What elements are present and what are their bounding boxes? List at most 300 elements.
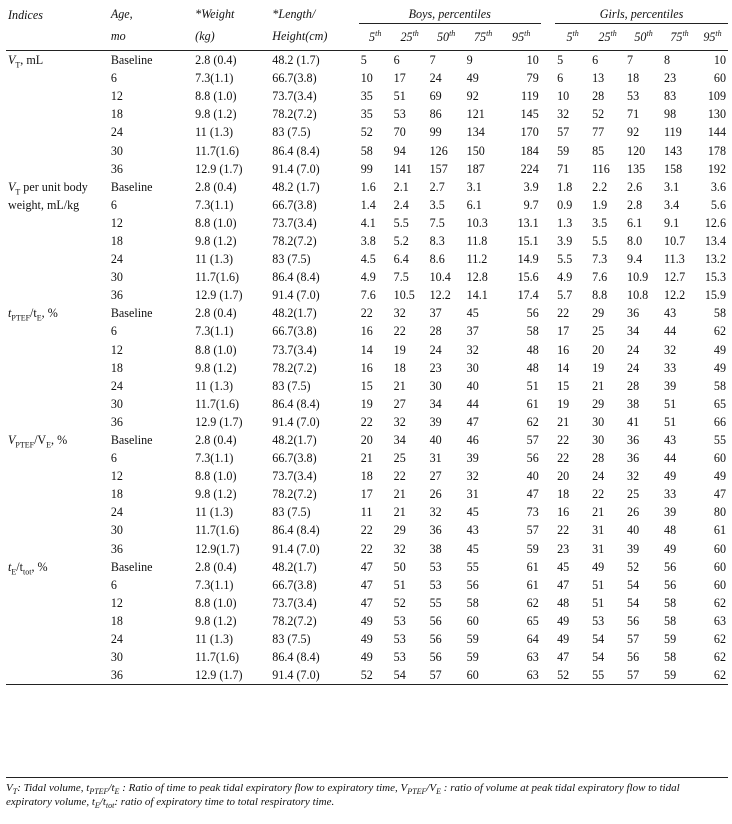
girls-value-cell: 3.6 — [710, 179, 726, 194]
boys-value-cell: 10.4 — [429, 270, 451, 285]
age-cell: Baseline — [110, 559, 153, 574]
boys-value-cell: 56 — [526, 306, 539, 321]
table-row — [6, 576, 728, 594]
length-cell: 83 (7.5) — [272, 125, 311, 140]
gap-cell — [541, 141, 555, 159]
pct-number: 75 — [670, 29, 683, 44]
age-cell: 36 — [110, 161, 123, 176]
table-row — [6, 395, 728, 413]
boys-value-cell: 64 — [526, 632, 539, 647]
girls-value-cell: 33 — [664, 487, 677, 502]
girls-value-cell: 8.8 — [592, 288, 608, 303]
girls-value-cell: 15 — [557, 378, 570, 393]
length-cell: 48.2(1.7) — [272, 433, 317, 448]
boys-value-cell: 38 — [429, 541, 442, 556]
girls-value-cell: 59 — [664, 632, 677, 647]
boys-value-cell: 40 — [429, 433, 442, 448]
length-cell: 66.7(3.8) — [272, 71, 317, 86]
boys-value-cell: 157 — [429, 161, 448, 176]
girls-value-cell: 13.2 — [704, 252, 726, 267]
boys-value-cell: 10 — [360, 71, 373, 86]
boys-value-cell: 27 — [429, 469, 442, 484]
gap-cell — [541, 214, 555, 232]
boys-value-cell: 57 — [526, 433, 539, 448]
length-cell: 73.7(3.4) — [272, 89, 317, 104]
girls-value-cell: 17 — [557, 324, 570, 339]
girls-value-cell: 2.2 — [592, 179, 608, 194]
girls-value-cell: 109 — [707, 89, 726, 104]
girls-pct-header — [662, 24, 697, 51]
girls-value-cell: 6.1 — [627, 215, 643, 230]
girls-value-cell: 15.3 — [704, 270, 726, 285]
boys-value-cell: 53 — [429, 559, 442, 574]
girls-value-cell: 23 — [557, 541, 570, 556]
header-girls-group: Girls, percentiles — [555, 4, 728, 24]
indices-cell — [6, 431, 109, 449]
length-cell: 91.4 (7.0) — [272, 541, 320, 556]
table-row — [6, 214, 728, 232]
boys-pct-header — [428, 24, 465, 51]
gap-cell — [541, 377, 555, 395]
boys-value-cell: 2.1 — [393, 179, 409, 194]
indices-cell — [6, 612, 109, 630]
girls-value-cell: 51 — [664, 414, 677, 429]
girls-value-cell: 3.4 — [664, 197, 680, 212]
boys-value-cell: 119 — [521, 89, 539, 104]
girls-value-cell: 62 — [713, 595, 726, 610]
gap-cell — [541, 178, 555, 196]
girls-value-cell: 18 — [557, 487, 570, 502]
age-cell: 24 — [110, 505, 123, 520]
girls-value-cell: 31 — [592, 523, 605, 538]
girls-value-cell: 2.6 — [627, 179, 643, 194]
girls-value-cell: 11.3 — [664, 252, 685, 267]
boys-value-cell: 17.4 — [517, 288, 539, 303]
girls-value-cell: 5.5 — [557, 252, 573, 267]
pct-suffix: th — [412, 28, 419, 38]
boys-value-cell: 23 — [429, 360, 442, 375]
girls-value-cell: 135 — [627, 161, 646, 176]
indices-cell — [6, 377, 109, 395]
girls-value-cell: 58 — [664, 613, 677, 628]
age-cell: 18 — [110, 107, 123, 122]
boys-value-cell: 9.7 — [523, 197, 539, 212]
gap-cell — [541, 467, 555, 485]
girls-value-cell: 10.7 — [664, 233, 686, 248]
length-cell: 73.7(3.4) — [272, 342, 317, 357]
boys-value-cell: 30 — [429, 378, 442, 393]
index-label-part: PTEF — [15, 440, 35, 450]
age-cell: 30 — [110, 523, 123, 538]
boys-value-cell: 141 — [393, 161, 412, 176]
gap-cell — [541, 630, 555, 648]
boys-value-cell: 59 — [526, 541, 539, 556]
weight-cell: 11.7(1.6) — [195, 396, 240, 411]
boys-value-cell: 150 — [466, 143, 485, 158]
boys-value-cell: 3.5 — [429, 197, 445, 212]
weight-cell: 9.8 (1.2) — [195, 613, 237, 628]
age-cell: 12 — [110, 89, 123, 104]
boys-value-cell: 86 — [429, 107, 442, 122]
boys-value-cell: 54 — [393, 668, 406, 683]
gap-cell — [541, 540, 555, 558]
age-cell: 24 — [110, 378, 123, 393]
header-age-line2: mo — [110, 29, 126, 44]
weight-cell: 11.7(1.6) — [195, 650, 240, 665]
header-age — [109, 4, 193, 24]
table-row — [6, 196, 728, 214]
boys-value-cell: 22 — [393, 324, 406, 339]
age-cell: 30 — [110, 143, 123, 158]
girls-value-cell: 30 — [592, 433, 605, 448]
boys-value-cell: 58 — [466, 595, 479, 610]
indices-cell — [6, 178, 109, 196]
index-label-part: per unit body — [20, 179, 88, 194]
girls-value-cell: 44 — [664, 324, 677, 339]
boys-value-cell: 44 — [466, 396, 479, 411]
length-cell: 78.2(7.2) — [272, 487, 317, 502]
boys-value-cell: 22 — [360, 306, 373, 321]
weight-cell: 7.3(1.1) — [195, 577, 234, 592]
weight-cell: 7.3(1.1) — [195, 71, 234, 86]
boys-value-cell: 51 — [393, 577, 406, 592]
boys-value-cell: 63 — [526, 650, 539, 665]
girls-value-cell: 8.0 — [627, 233, 643, 248]
boys-value-cell: 2.4 — [393, 197, 409, 212]
girls-value-cell: 19 — [592, 360, 605, 375]
header-weight-line1: *Weight — [195, 7, 235, 21]
boys-value-cell: 48 — [526, 342, 539, 357]
boys-value-cell: 7.5 — [393, 270, 409, 285]
age-cell: 6 — [110, 451, 117, 466]
table-row — [6, 160, 728, 178]
age-cell: Baseline — [110, 433, 153, 448]
length-cell: 66.7(3.8) — [272, 324, 317, 339]
indices-cell — [6, 521, 109, 539]
girls-value-cell: 26 — [627, 505, 640, 520]
boys-pct-header — [359, 24, 392, 51]
girls-value-cell: 5.7 — [557, 288, 573, 303]
boys-value-cell: 45 — [466, 306, 479, 321]
girls-value-cell: 58 — [664, 595, 677, 610]
age-cell: 12 — [110, 469, 123, 484]
header-age-line1: Age, — [110, 7, 133, 21]
age-cell: 18 — [110, 487, 123, 502]
indices-cell — [6, 123, 109, 141]
indices-cell — [6, 540, 109, 558]
boys-value-cell: 187 — [466, 161, 485, 176]
weight-cell: 8.8 (1.0) — [195, 342, 237, 357]
boys-value-cell: 21 — [393, 505, 406, 520]
boys-value-cell: 6 — [393, 53, 400, 68]
length-cell: 91.4 (7.0) — [272, 414, 320, 429]
index-label-part: , mL — [20, 53, 44, 68]
boys-value-cell: 94 — [393, 143, 406, 158]
indices-cell — [6, 69, 109, 87]
fn-tptef-sub: PTEF — [89, 787, 109, 797]
girls-value-cell: 22 — [557, 306, 570, 321]
weight-cell: 11 (1.3) — [195, 505, 234, 520]
gap-cell — [541, 304, 555, 322]
girls-value-cell: 49 — [664, 541, 677, 556]
index-label-part: E — [11, 567, 17, 577]
girls-value-cell: 144 — [707, 125, 726, 140]
table-row — [6, 485, 728, 503]
girls-value-cell: 5 — [557, 53, 564, 68]
table-row — [6, 467, 728, 485]
index-label-part: /t — [16, 559, 23, 574]
pct-number: 50 — [634, 29, 647, 44]
gap-cell — [541, 286, 555, 304]
index-label-part: PTEF — [11, 313, 31, 323]
boys-value-cell: 52 — [360, 668, 373, 683]
boys-value-cell: 121 — [466, 107, 485, 122]
weight-cell: 11.7(1.6) — [195, 523, 240, 538]
girls-pct-header — [625, 24, 662, 51]
girls-value-cell: 5.5 — [592, 233, 608, 248]
age-cell: 12 — [110, 595, 123, 610]
boys-value-cell: 99 — [429, 125, 442, 140]
gap-cell — [541, 485, 555, 503]
age-cell: 12 — [110, 215, 123, 230]
boys-value-cell: 21 — [393, 487, 406, 502]
length-cell: 66.7(3.8) — [272, 577, 317, 592]
girls-value-cell: 22 — [592, 487, 605, 502]
weight-cell: 8.8 (1.0) — [195, 469, 237, 484]
indices-cell — [6, 576, 109, 594]
boys-value-cell: 4.9 — [360, 270, 376, 285]
gap-cell — [541, 395, 555, 413]
age-cell: 6 — [110, 197, 117, 212]
boys-value-cell: 53 — [393, 650, 406, 665]
boys-value-cell: 27 — [393, 396, 406, 411]
girls-value-cell: 65 — [713, 396, 726, 411]
length-cell: 83 (7.5) — [272, 252, 311, 267]
girls-value-cell: 39 — [627, 541, 640, 556]
girls-value-cell: 22 — [557, 451, 570, 466]
header-length-line1: *Length/ — [272, 7, 316, 21]
indices-cell — [6, 286, 109, 304]
length-cell: 83 (7.5) — [272, 632, 311, 647]
boys-value-cell: 40 — [466, 378, 479, 393]
boys-value-cell: 51 — [526, 378, 539, 393]
indices-cell — [6, 413, 109, 431]
boys-value-cell: 14.1 — [466, 288, 488, 303]
header-indices: Indices — [8, 8, 43, 22]
girls-value-cell: 10 — [557, 89, 570, 104]
boys-value-cell: 19 — [360, 396, 373, 411]
girls-value-cell: 47 — [557, 650, 570, 665]
girls-value-cell: 30 — [592, 414, 605, 429]
index-label-part: weight, mL/kg — [8, 197, 80, 212]
indices-cell — [6, 160, 109, 178]
table-row — [6, 178, 728, 196]
boys-value-cell: 170 — [520, 125, 539, 140]
girls-value-cell: 62 — [713, 632, 726, 647]
boys-value-cell: 34 — [393, 433, 406, 448]
fn-vptef-sym: V — [400, 782, 408, 794]
pct-suffix: th — [449, 28, 456, 38]
pct-suffix: th — [715, 28, 722, 38]
pct-suffix: th — [486, 28, 493, 38]
girls-value-cell: 58 — [713, 306, 726, 321]
boys-value-cell: 32 — [393, 414, 406, 429]
boys-value-cell: 184 — [520, 143, 539, 158]
boys-value-cell: 134 — [466, 125, 485, 140]
fn-ve-sub: E — [436, 787, 442, 797]
boys-value-cell: 47 — [360, 577, 373, 592]
fn-ve-sym: /V — [426, 782, 437, 794]
boys-value-cell: 35 — [360, 89, 373, 104]
girls-value-cell: 31 — [592, 541, 605, 556]
girls-value-cell: 43 — [664, 433, 677, 448]
boys-value-cell: 36 — [429, 523, 442, 538]
boys-value-cell: 1.4 — [360, 197, 376, 212]
table-row — [6, 612, 728, 630]
boys-value-cell: 40 — [526, 469, 539, 484]
boys-value-cell: 53 — [393, 107, 406, 122]
header-length — [270, 4, 358, 24]
girls-value-cell: 0.9 — [557, 197, 573, 212]
boys-value-cell: 18 — [393, 360, 406, 375]
girls-value-cell: 3.1 — [664, 179, 680, 194]
girls-value-cell: 71 — [557, 161, 570, 176]
length-cell: 73.7(3.4) — [272, 469, 317, 484]
fn-ttot-sub: tot — [105, 801, 115, 811]
girls-value-cell: 24 — [592, 469, 605, 484]
girls-value-cell: 52 — [627, 559, 640, 574]
length-cell: 83 (7.5) — [272, 378, 311, 393]
girls-value-cell: 47 — [713, 487, 726, 502]
girls-value-cell: 192 — [707, 161, 726, 176]
girls-value-cell: 57 — [627, 632, 640, 647]
indices-cell — [6, 395, 109, 413]
girls-value-cell: 61 — [713, 523, 726, 538]
indices-cell — [6, 196, 109, 214]
weight-cell: 9.8 (1.2) — [195, 487, 237, 502]
girls-value-cell: 18 — [627, 71, 640, 86]
boys-value-cell: 22 — [360, 414, 373, 429]
weight-cell: 8.8 (1.0) — [195, 215, 237, 230]
boys-value-cell: 10.3 — [466, 215, 488, 230]
indices-cell — [6, 87, 109, 105]
table-row — [6, 359, 728, 377]
boys-value-cell: 1.6 — [360, 179, 376, 194]
boys-value-cell: 14.9 — [517, 252, 539, 267]
index-label-part: tot — [23, 567, 32, 577]
gap-cell — [541, 196, 555, 214]
table-row — [6, 286, 728, 304]
fn-te-sym: /t — [108, 782, 115, 794]
pct-number: 95 — [703, 29, 716, 44]
boys-value-cell: 32 — [393, 541, 406, 556]
age-cell: 6 — [110, 577, 117, 592]
girls-value-cell: 49 — [713, 360, 726, 375]
boys-value-cell: 15.6 — [517, 270, 539, 285]
length-cell: 91.4 (7.0) — [272, 288, 320, 303]
index-label-part: /V — [34, 433, 47, 448]
girls-value-cell: 49 — [664, 469, 677, 484]
age-cell: 36 — [110, 288, 123, 303]
girls-value-cell: 55 — [592, 668, 605, 683]
girls-value-cell: 120 — [627, 143, 646, 158]
index-label-part: V — [8, 433, 16, 448]
girls-value-cell: 10.8 — [627, 288, 649, 303]
girls-value-cell: 22 — [557, 433, 570, 448]
girls-value-cell: 9.1 — [664, 215, 680, 230]
girls-value-cell: 59 — [664, 668, 677, 683]
boys-value-cell: 43 — [466, 523, 479, 538]
weight-cell: 9.8 (1.2) — [195, 107, 237, 122]
boys-value-cell: 224 — [520, 161, 539, 176]
weight-cell: 12.9 (1.7) — [195, 288, 243, 303]
girls-value-cell: 158 — [664, 161, 683, 176]
index-label-part: t — [8, 306, 12, 321]
length-cell: 86.4 (8.4) — [272, 270, 320, 285]
indices-cell — [6, 105, 109, 123]
girls-pct-header — [697, 24, 728, 51]
boys-value-cell: 6.4 — [393, 252, 409, 267]
table-row — [6, 51, 728, 70]
age-cell: 18 — [110, 360, 123, 375]
pct-number: 5 — [566, 29, 573, 44]
boys-value-cell: 11.2 — [466, 252, 488, 267]
boys-value-cell: 63 — [526, 668, 539, 683]
boys-value-cell: 45 — [466, 505, 479, 520]
boys-value-cell: 32 — [393, 306, 406, 321]
table-row — [6, 413, 728, 431]
boys-value-cell: 49 — [360, 650, 373, 665]
girls-value-cell: 45 — [557, 559, 570, 574]
boys-value-cell: 52 — [393, 595, 406, 610]
indices-cell — [6, 648, 109, 666]
boys-value-cell: 28 — [429, 324, 442, 339]
girls-value-cell: 25 — [627, 487, 640, 502]
girls-value-cell: 1.8 — [557, 179, 573, 194]
boys-value-cell: 3.8 — [360, 233, 376, 248]
indices-cell — [6, 141, 109, 159]
girls-value-cell: 16 — [557, 505, 570, 520]
boys-value-cell: 11.8 — [466, 233, 488, 248]
boys-value-cell: 55 — [466, 559, 479, 574]
weight-cell: 2.8 (0.4) — [195, 306, 237, 321]
table-row — [6, 69, 728, 87]
header-boys-group: Boys, percentiles — [359, 4, 541, 24]
age-cell: Baseline — [110, 53, 153, 68]
index-label-part: , % — [51, 433, 68, 448]
gap-cell — [541, 123, 555, 141]
girls-value-cell: 7 — [627, 53, 634, 68]
girls-value-cell: 51 — [592, 595, 605, 610]
weight-cell: 2.8 (0.4) — [195, 53, 237, 68]
boys-value-cell: 29 — [393, 523, 406, 538]
indices-cell — [6, 51, 109, 70]
boys-value-cell: 59 — [466, 650, 479, 665]
boys-value-cell: 30 — [466, 360, 479, 375]
boys-pct-header — [465, 24, 502, 51]
boys-value-cell: 48 — [526, 360, 539, 375]
girls-value-cell: 8 — [664, 53, 671, 68]
table-row — [6, 648, 728, 666]
boys-value-cell: 7.6 — [360, 288, 376, 303]
girls-value-cell: 56 — [627, 613, 640, 628]
girls-value-cell: 130 — [707, 107, 726, 122]
indices-cell — [6, 503, 109, 521]
table-row — [6, 87, 728, 105]
indices-cell — [6, 558, 109, 576]
girls-value-cell: 62 — [713, 668, 726, 683]
girls-value-cell: 10.9 — [627, 270, 649, 285]
